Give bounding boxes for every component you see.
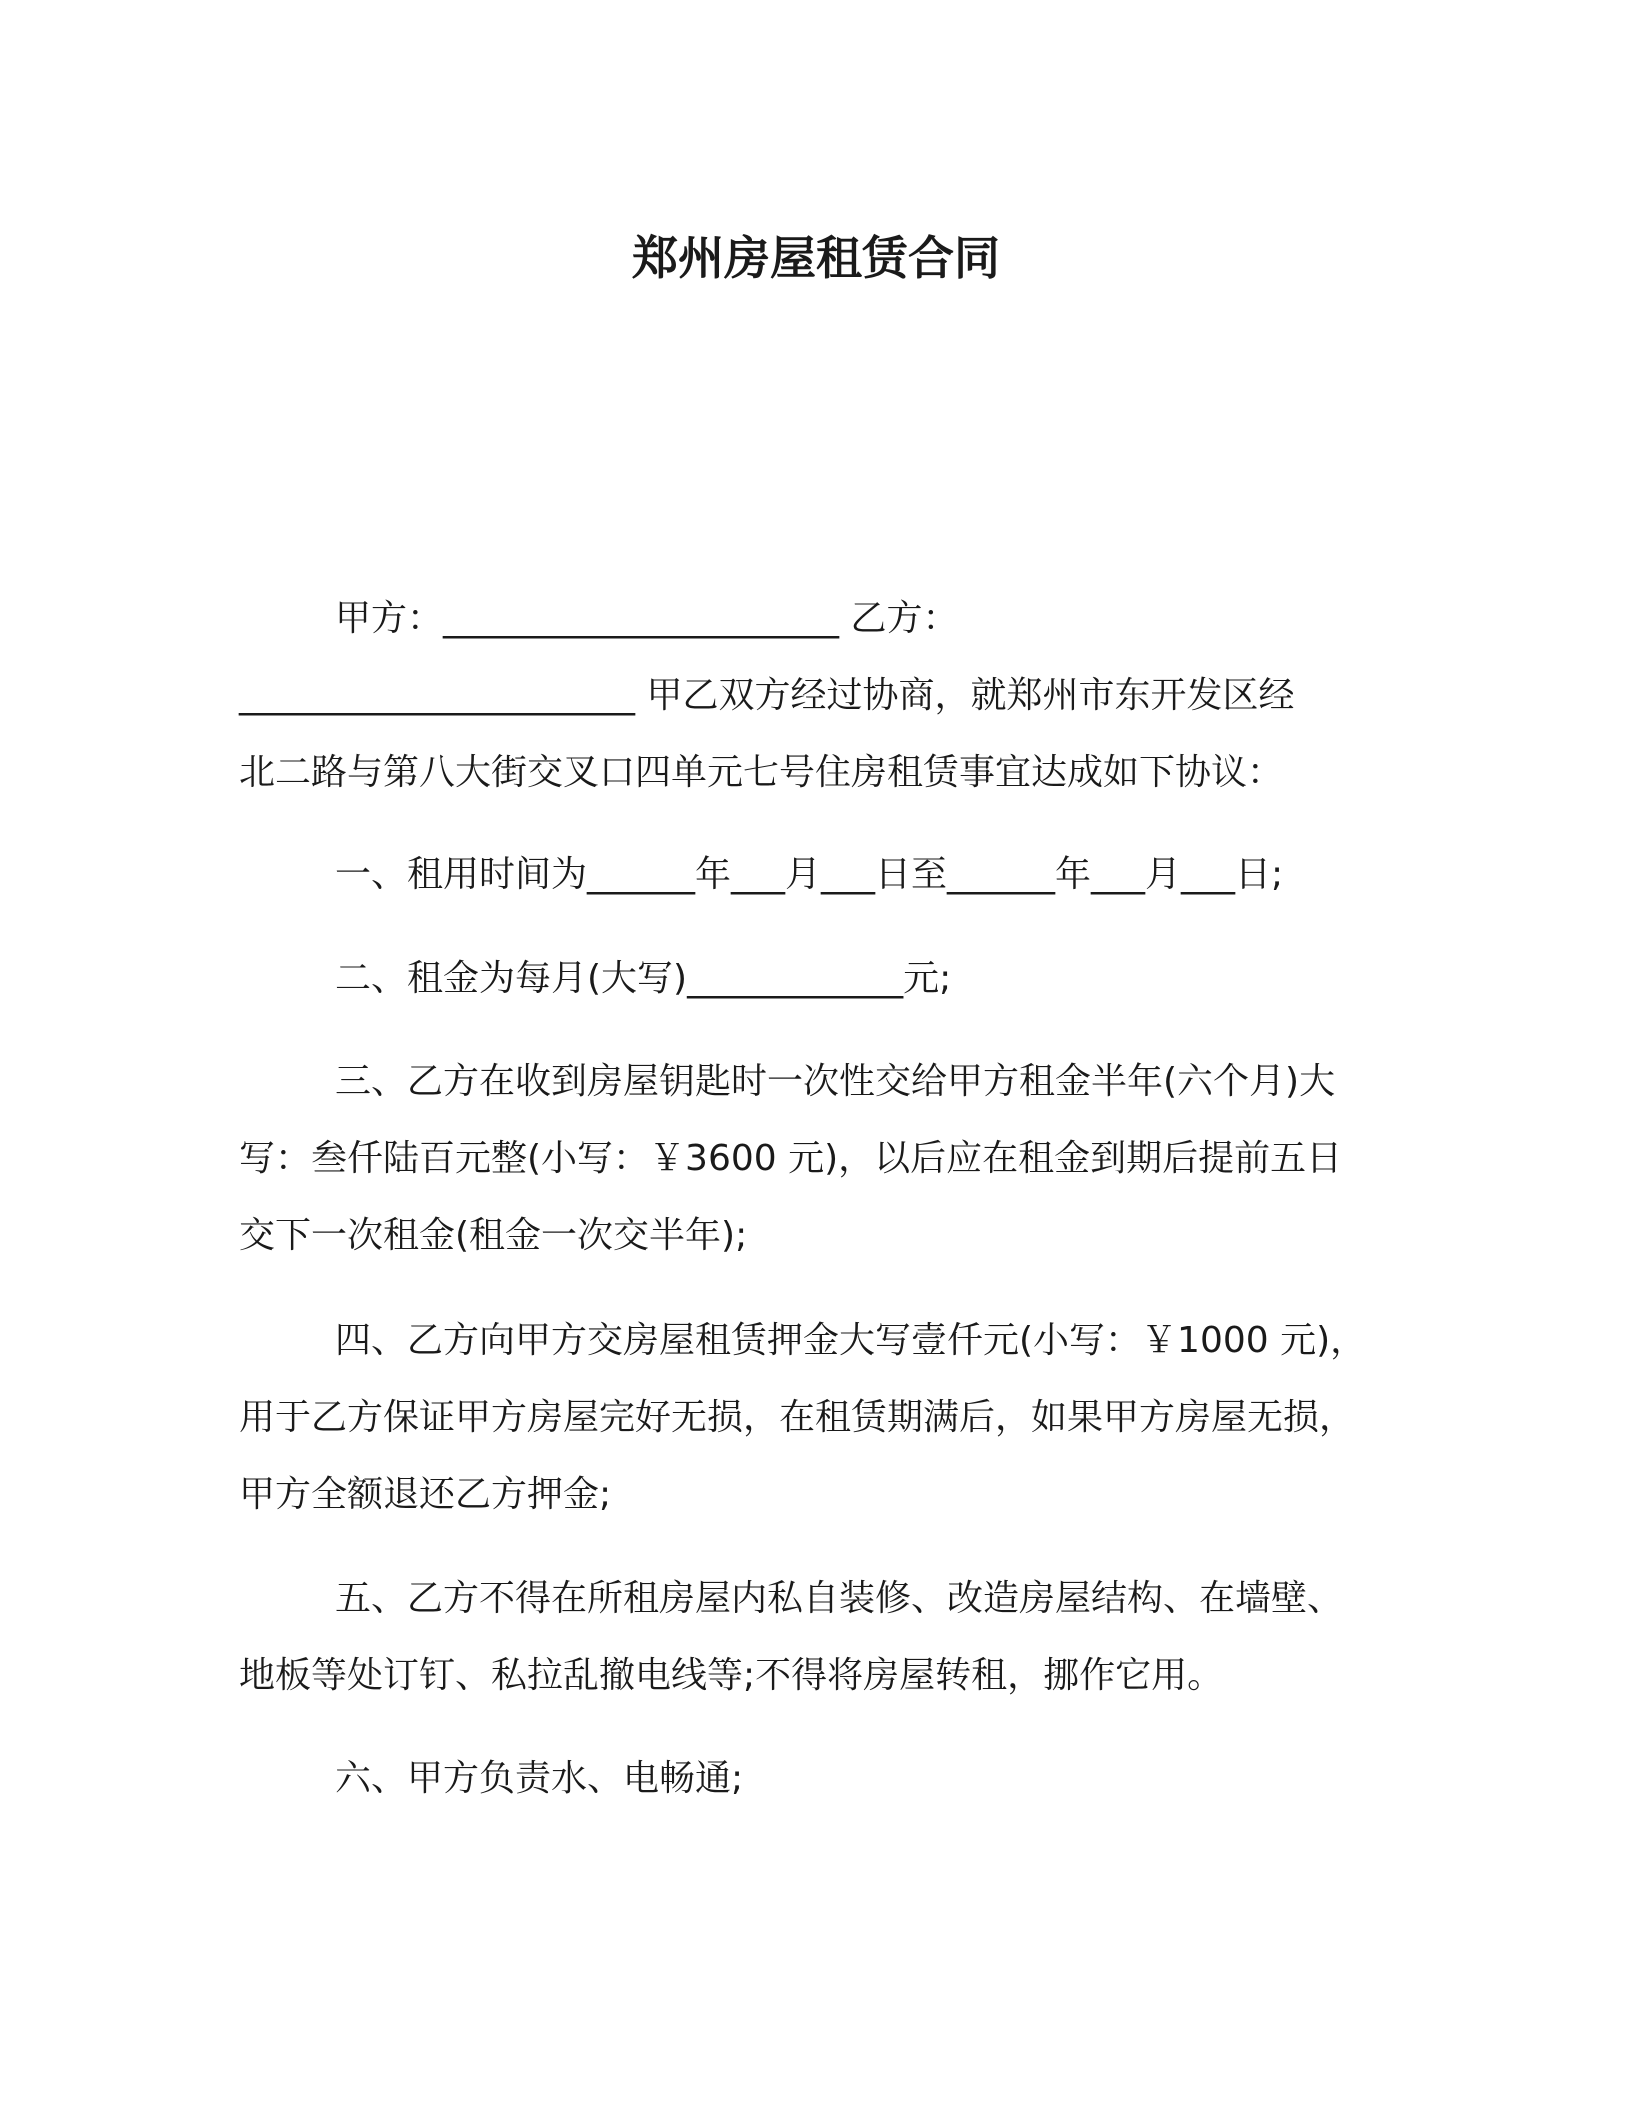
clause-3-line-1: 三、乙方在收到房屋钥匙时一次性交给甲方租金半年(六个月)大 xyxy=(335,1061,1336,1102)
clause-6-line: 六、甲方负责水、电畅通; xyxy=(335,1758,744,1799)
parties-paragraph xyxy=(239,580,1389,811)
clause-5 xyxy=(239,1560,1389,1714)
clause-2 xyxy=(239,940,1389,1017)
clause-1 xyxy=(239,836,1389,913)
parties-line-2: ______________________ 甲乙双方经过协商，就郑州市东开发区经 xyxy=(239,675,1295,716)
clause-1-line: 一、租用时间为______年___月___日至______年___月___日; xyxy=(335,854,1284,895)
parties-line-1: 甲方：______________________ 乙方： xyxy=(335,598,959,639)
clause-5-line-2: 地板等处订钉、私拉乱撤电线等;不得将房屋转租，挪作它用。 xyxy=(239,1655,1224,1696)
clause-4-line-1: 四、乙方向甲方交房屋租赁押金大写壹仟元(小写：￥1000 元)， xyxy=(335,1320,1367,1361)
clause-6 xyxy=(239,1740,1389,1817)
clause-4-line-2: 用于乙方保证甲方房屋完好无损，在租赁期满后，如果甲方房屋无损， xyxy=(239,1397,1356,1438)
clause-5-line-1: 五、乙方不得在所租房屋内私自装修、改造房屋结构、在墙壁、 xyxy=(335,1578,1344,1619)
clause-3-line-3: 交下一次租金(租金一次交半年); xyxy=(239,1215,748,1256)
clause-3-line-2: 写：叁仟陆百元整(小写：￥3600 元)，以后应在租金到期后提前五日 xyxy=(239,1138,1343,1179)
clause-2-line: 二、租金为每月(大写)____________元; xyxy=(335,958,952,999)
clause-4 xyxy=(239,1302,1389,1533)
clause-3 xyxy=(239,1043,1389,1274)
parties-line-3: 北二路与第八大街交叉口四单元七号住房租赁事宜达成如下协议： xyxy=(239,752,1284,793)
clause-4-line-3: 甲方全额退还乙方押金; xyxy=(239,1474,612,1515)
document-title: 郑州房屋租赁合同 xyxy=(632,231,1000,285)
